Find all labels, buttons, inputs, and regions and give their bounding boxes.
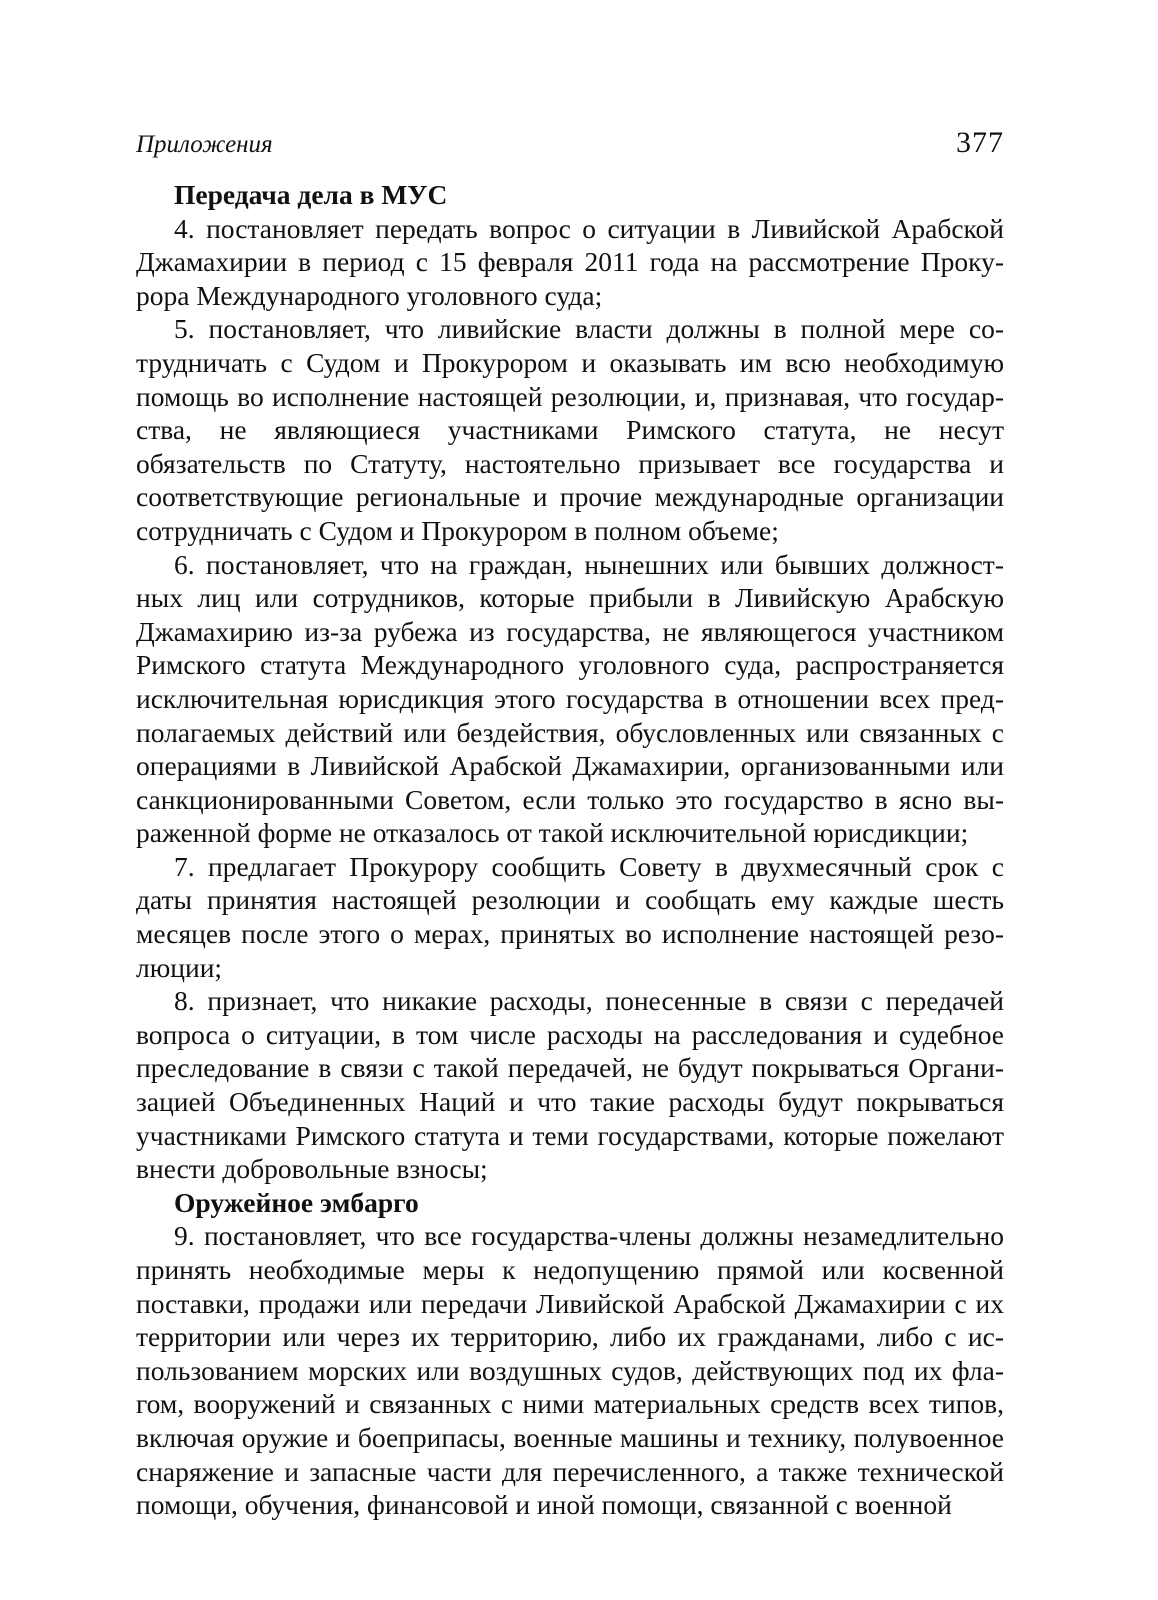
running-head: [136, 126, 1004, 178]
section-heading-embargo: Оружейное эмбарго: [174, 1186, 419, 1218]
paragraph-8: 8. признает, что никакие расходы, понесенные в связи с передачей вопроса о ситуации, в том числе расходы на расследования и судебное преследование в связи с такой передачей, не будут покрываться Организацией Объединенных Наций и что такие расходы будут покрываться участниками Римского статута и теми государствами, которые пожелают внести добровольные взносы;: [136, 985, 1004, 1185]
running-title: Приложения: [136, 131, 273, 158]
section-heading-referral: Передача дела в МУС: [174, 179, 448, 210]
paragraph-6: 6. постановляет, что на граждан, нынешних или бывших должностных лиц или сотрудников, которые прибыли в Ливийскую Арабскую Джамахирию из-за рубежа из государства, не являющегося участником Римского статута Международного уголовного суда, распространяется исключительная юрисдикция этого государства в отношении всех предполагаемых действий или бездействия, обусловленных или связанных с операциями в Ливийской Арабской Джамахирии, организованными или санкционированными Советом, если только это государство в ясно выраженной форме не отказалось от такой исключительной юрисдикции;: [136, 548, 1004, 849]
paragraph-4: 4. постановляет передать вопрос о ситуации в Ливийской Арабской Джамахирии в период с 15 февраля 2011 года на рассмотрение Прокурора Международного уголовного суда;: [136, 212, 1004, 311]
paragraph-7: 7. предлагает Прокурору сообщить Совету в двухмесячный срок с даты принятия настоящей резолюции и сообщать ему каждые шесть месяцев после этого о мерах, принятых во исполнение настоящей резолюции;: [136, 850, 1004, 983]
paragraph-9: 9. постановляет, что все государства-члены должны незамедлительно принять необходимые меры к недопущению прямой или косвенной поставки, продажи или передачи Ливийской Арабской Джамахирии с их территории или через их территорию, либо их гражданами, либо с использованием морских или воздушных судов, действующих под их флагом, вооружений и связанных с ними материальных средств всех типов, включая оружие и боеприпасы, военные машины и технику, полувоенное снаряжение и запасные части для перечисленного, а также технической помощи, обучения, финансовой и иной помощи, связанной с военной: [136, 1220, 1004, 1521]
body-text: [136, 178, 1004, 1522]
page-number: 377: [956, 126, 1004, 159]
paragraph-5: 5. постановляет, что ливийские власти должны в полной мере сотрудничать с Судом и Прокурором и оказывать им всю необходимую помощь во исполнение настоящей резолюции, и, признавая, что государства, не являющиеся участниками Римского статута, не несут обязательств по Статуту, настоятельно призывает все государства и соответствующие региональные и прочие международные организации сотрудничать с Судом и Прокурором в полном объеме;: [136, 313, 1004, 546]
book-page: [136, 126, 1004, 1522]
